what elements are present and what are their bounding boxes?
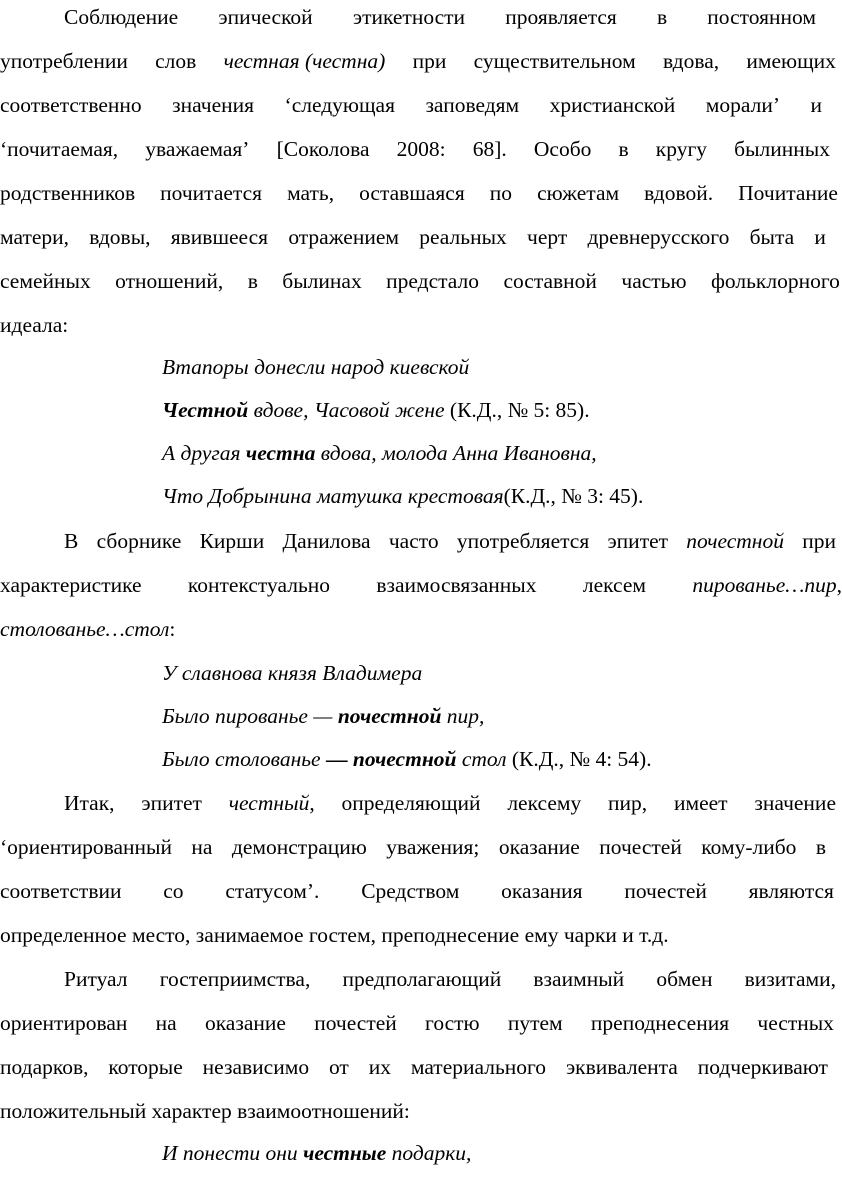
- text-line: соответственно значения ‘следующая заповедям христианской морали’ и: [0, 93, 822, 117]
- quote-line: А другая честна вдова, молода Анна Ивановна,: [162, 441, 597, 465]
- text-line: В сборнике Кирши Данилова часто употребляется эпитет почестной при: [64, 529, 836, 553]
- text-line: соответствии со статусом’. Средством оказания почестей являются: [0, 879, 834, 903]
- text-line: Ритуал гостеприимства, предполагающий взаимный обмен визитами,: [64, 967, 836, 991]
- quote-line: Честной вдове, Часовой жене (К.Д., № 5: 85).: [162, 398, 590, 422]
- quote-line: И понести они честные подарки,: [162, 1141, 472, 1165]
- text-line: ‘почитаемая, уважаемая’ [Соколова 2008: 68]. Особо в кругу былинных: [0, 137, 830, 161]
- quote-line: Что Добрынина матушка крестовая(К.Д., № 3: 45).: [162, 484, 644, 508]
- text-line: идеала:: [0, 313, 69, 337]
- text-line: столованье…стол:: [0, 617, 176, 641]
- text-line: определенное место, занимаемое гостем, преподнесение ему чарки и т.д.: [0, 923, 669, 947]
- text-line: подарков, которые независимо от их материального эквивалента подчеркивают: [0, 1055, 828, 1079]
- text-line: семейных отношений, в былинах предстало составной частью фольклорного: [0, 269, 840, 293]
- quote-line: Было пированье — почестной пир,: [162, 704, 485, 728]
- text-line: Соблюдение эпической этикетности проявляется в постоянном: [64, 5, 816, 29]
- text-line: употреблении слов честная (честна) при существительном вдова, имеющих: [0, 49, 836, 73]
- quote-line: Было столованье — почестной стол (К.Д., № 4: 54).: [162, 747, 652, 771]
- text-line: родственников почитается мать, оставшаяся по сюжетам вдовой. Почитание: [0, 181, 838, 205]
- text-line: ‘ориентированный на демонстрацию уважения; оказание почестей кому-либо в: [0, 835, 826, 859]
- text-line: матери, вдовы, явившееся отражением реальных черт древнерусского быта и: [0, 225, 826, 249]
- text-line: ориентирован на оказание почестей гостю путем преподнесения честных: [0, 1011, 834, 1035]
- quote-line: У славнова князя Владимера: [162, 661, 423, 685]
- quote-line: Втапоры донесли народ киевской: [162, 355, 470, 379]
- text-line: положительный характер взаимоотношений:: [0, 1099, 410, 1123]
- text-line: Итак, эпитет честный, определяющий лексему пир, имеет значение: [64, 791, 836, 815]
- text-line: характеристике контекстуально взаимосвязанных лексем пированье…пир,: [0, 573, 842, 597]
